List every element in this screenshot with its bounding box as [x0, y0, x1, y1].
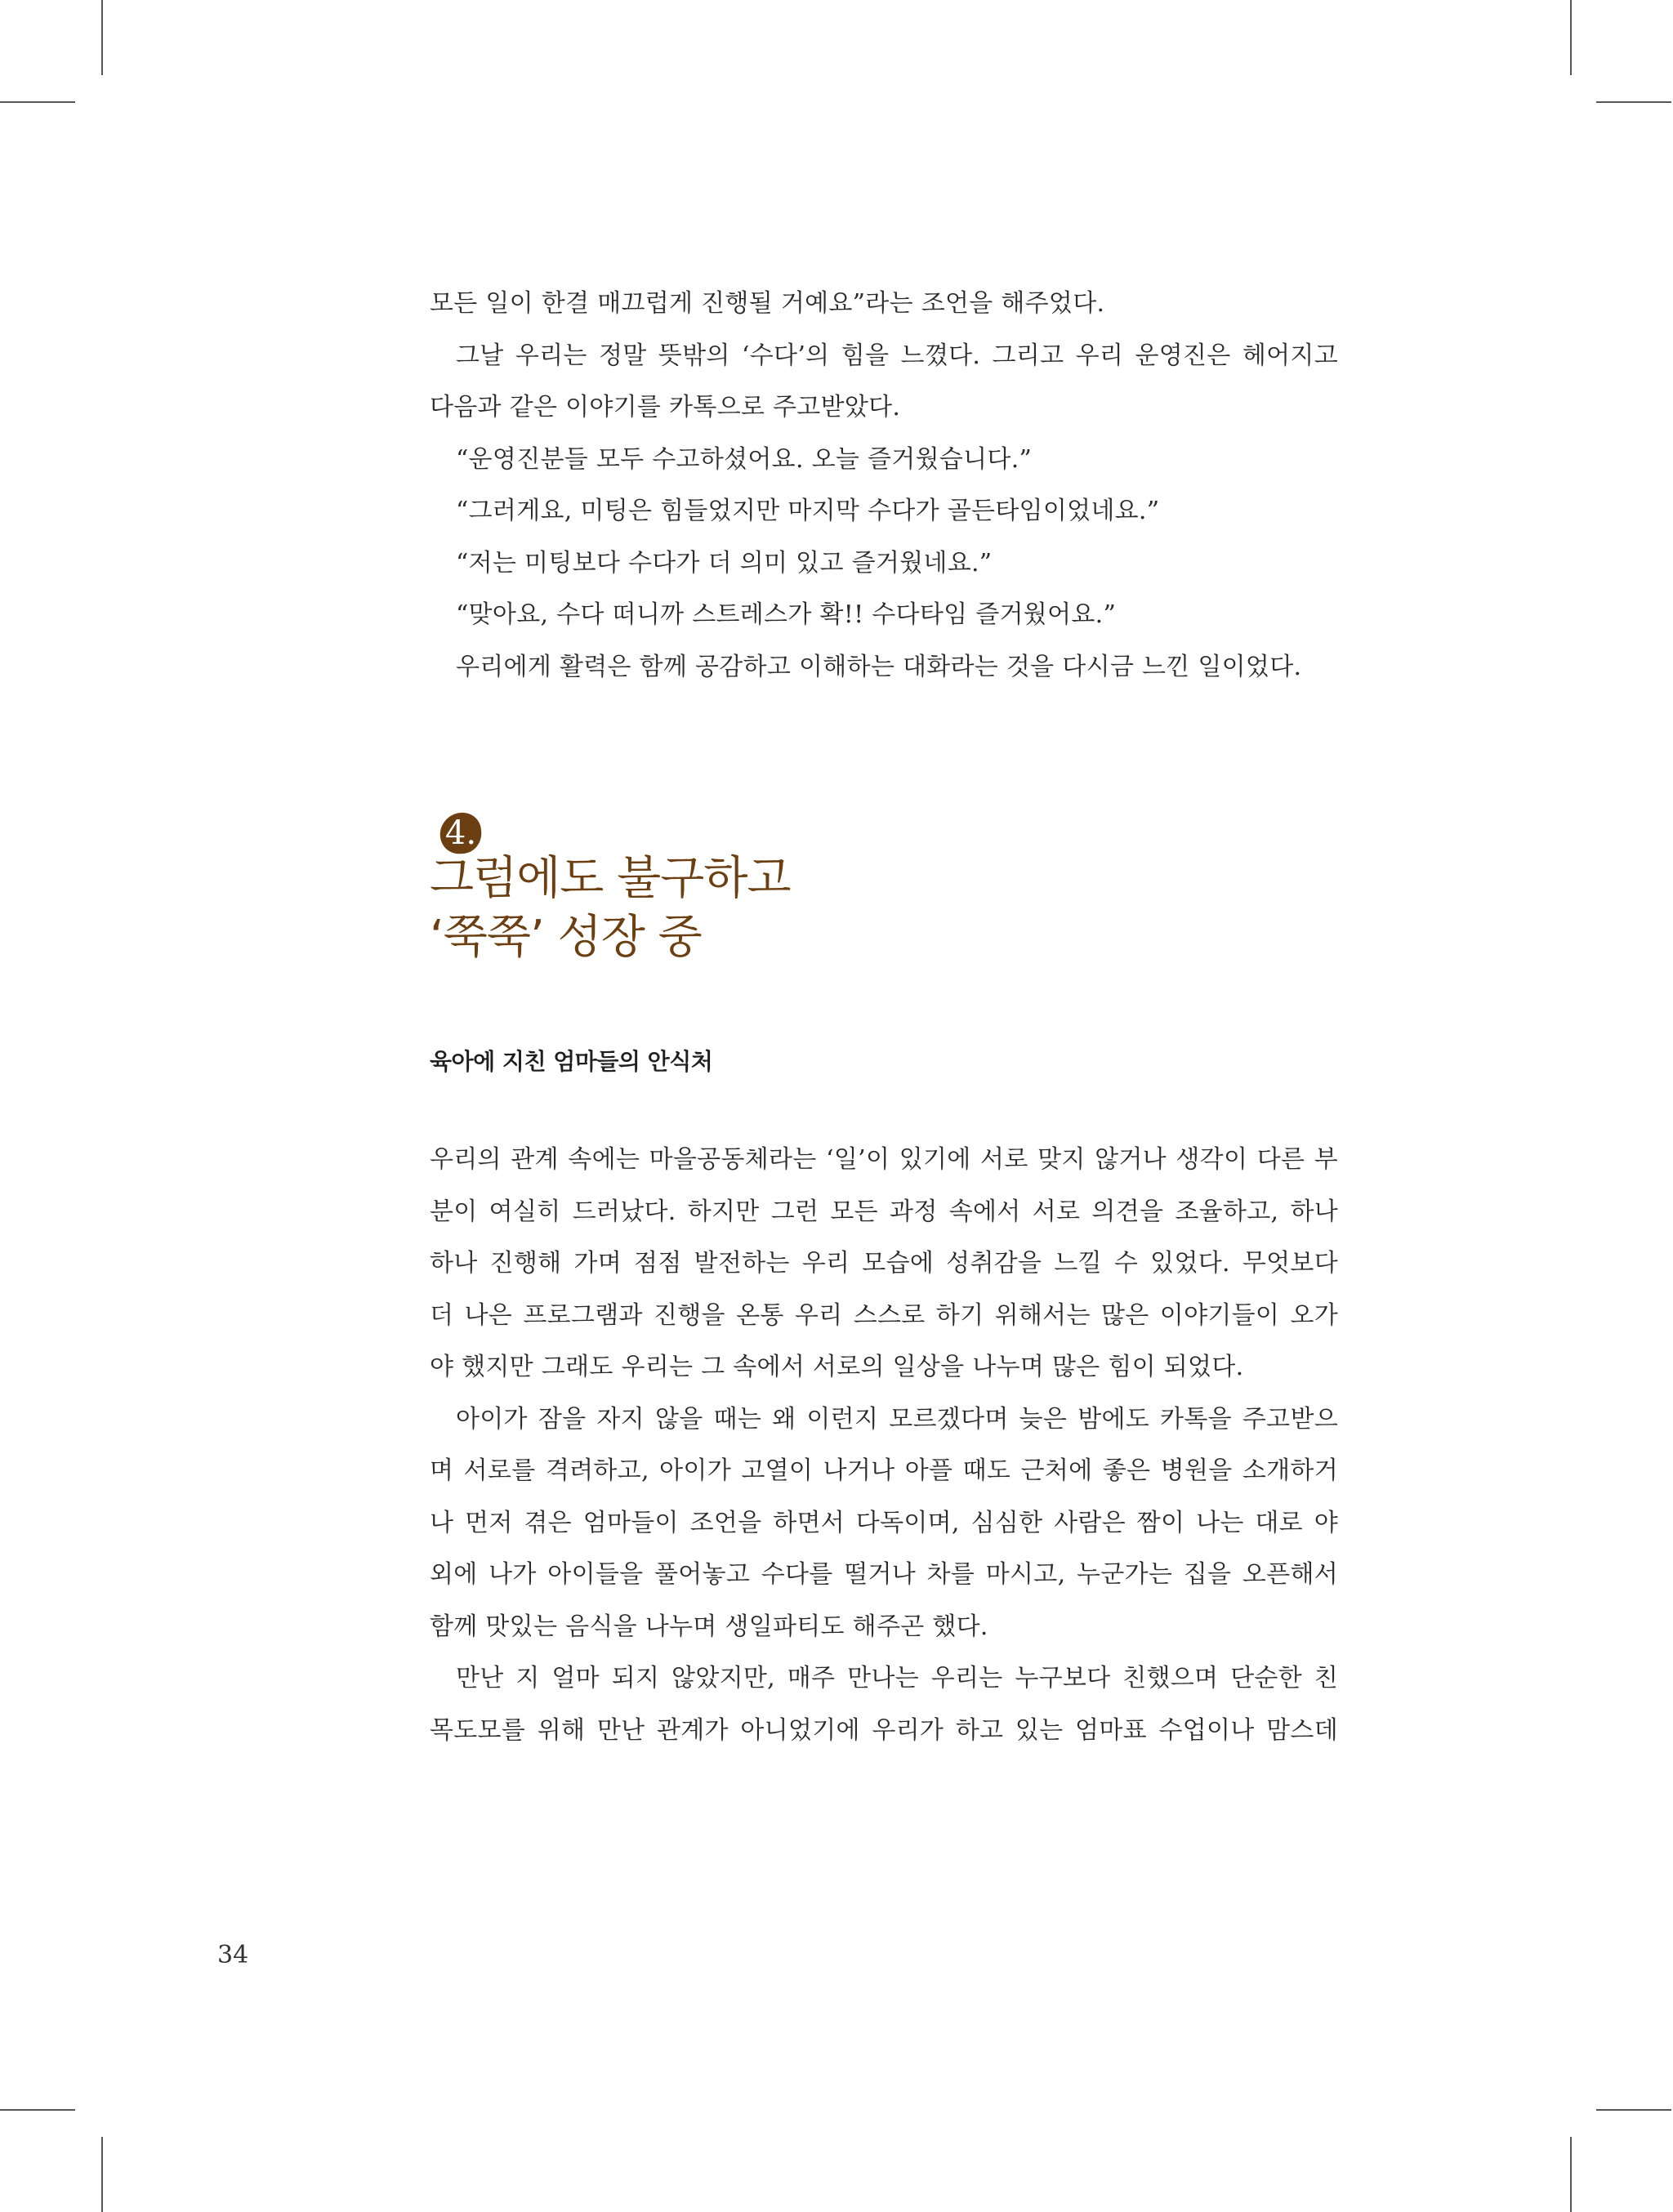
text-line: 만난 지 얼마 되지 않았지만, 매주 만나는 우리는 누구보다 친했으며 단순한 친 — [456, 1664, 1338, 1692]
body-text-block — [430, 1134, 1338, 1756]
text-line: 우리의 관계 속에는 마을공동체라는 ‘일’이 있기에 서로 맞지 않거나 생각이 다른 부 — [430, 1145, 1338, 1174]
crop-mark-top-left-vertical — [101, 0, 103, 75]
section-title — [430, 850, 791, 967]
dialogue-line: “저는 미팅보다 수다가 더 의미 있고 즐거웠네요.” — [456, 548, 993, 578]
text-line: 목도모를 위해 만난 관계가 아니었기에 우리가 하고 있는 엄마표 수업이나 맘스데 — [430, 1715, 1338, 1745]
body-paragraphs — [430, 1134, 1338, 1756]
text-line: 분이 여실히 드러났다. 하지만 그런 모든 과정 속에서 서로 의견을 조율하고, 하나 — [430, 1197, 1338, 1226]
section-number: 4. — [444, 814, 477, 852]
crop-mark-bottom-left-vertical — [101, 2137, 103, 2212]
text-line: 그날 우리는 정말 뜻밖의 ‘수다’의 힘을 느꼈다. 그리고 우리 운영진은 헤어지고 — [456, 341, 1338, 370]
dialogue-line: “맞아요, 수다 떠니까 스트레스가 확!! 수다타임 즐거웠어요.” — [456, 600, 1117, 629]
text-line: 나 먼저 겪은 엄마들이 조언을 하면서 다독이며, 심심한 사람은 짬이 나는 대로 야 — [430, 1508, 1338, 1537]
text-line: 함께 맛있는 음식을 나누며 생일파티도 해주곤 했다. — [430, 1612, 988, 1641]
dialogue-line: “그러게요, 미팅은 힘들었지만 마지막 수다가 골든타임이었네요.” — [456, 497, 1160, 525]
crop-mark-top-right-horizontal — [1596, 101, 1671, 103]
crop-mark-top-right-vertical — [1570, 0, 1572, 75]
text-line: 모든 일이 한결 매끄럽게 진행될 거예요”라는 조언을 해주었다. — [430, 289, 1105, 318]
section-title-line-1: 그럼에도 불구하고 — [430, 852, 791, 905]
section-title-line-2: ‘쭉쭉’ 성장 중 — [430, 911, 702, 964]
top-text-block — [430, 278, 1338, 693]
text-line: 다음과 같은 이야기를 카톡으로 주고받았다. — [430, 393, 901, 421]
text-line: 우리에게 활력은 함께 공감하고 이해하는 대화라는 것을 다시금 느낀 일이었다. — [456, 652, 1302, 681]
text-line: 외에 나가 아이들을 풀어놓고 수다를 떨거나 차를 마시고, 누군가는 집을 오픈해서 — [430, 1560, 1338, 1589]
top-paragraphs — [430, 278, 1338, 693]
dialogue-line: “운영진분들 모두 수고하셨어요. 오늘 즐거웠습니다.” — [456, 444, 1033, 474]
page-number: 34 — [217, 1941, 249, 1969]
text-line: 아이가 잠을 자지 않을 때는 왜 이런지 모르겠다며 늦은 밤에도 카톡을 주고받으 — [456, 1404, 1338, 1434]
text-line: 야 했지만 그래도 우리는 그 속에서 서로의 일상을 나누며 많은 힘이 되었다. — [430, 1353, 1244, 1381]
crop-mark-bottom-right-vertical — [1570, 2137, 1572, 2212]
crop-mark-bottom-left-horizontal — [0, 2109, 75, 2111]
text-line: 더 나은 프로그램과 진행을 온통 우리 스스로 하기 위해서는 많은 이야기들이 오가 — [430, 1300, 1338, 1330]
text-line: 하나 진행해 가며 점점 발전하는 우리 모습에 성취감을 느낄 수 있었다. 무엇보다 — [430, 1249, 1338, 1278]
subheading: 육아에 지친 엄마들의 안식처 — [430, 1048, 713, 1075]
text-line: 며 서로를 격려하고, 아이가 고열이 나거나 아플 때도 근처에 좋은 병원을 소개하거 — [430, 1456, 1338, 1485]
crop-mark-bottom-right-horizontal — [1596, 2109, 1671, 2111]
crop-mark-top-left-horizontal — [0, 101, 75, 103]
